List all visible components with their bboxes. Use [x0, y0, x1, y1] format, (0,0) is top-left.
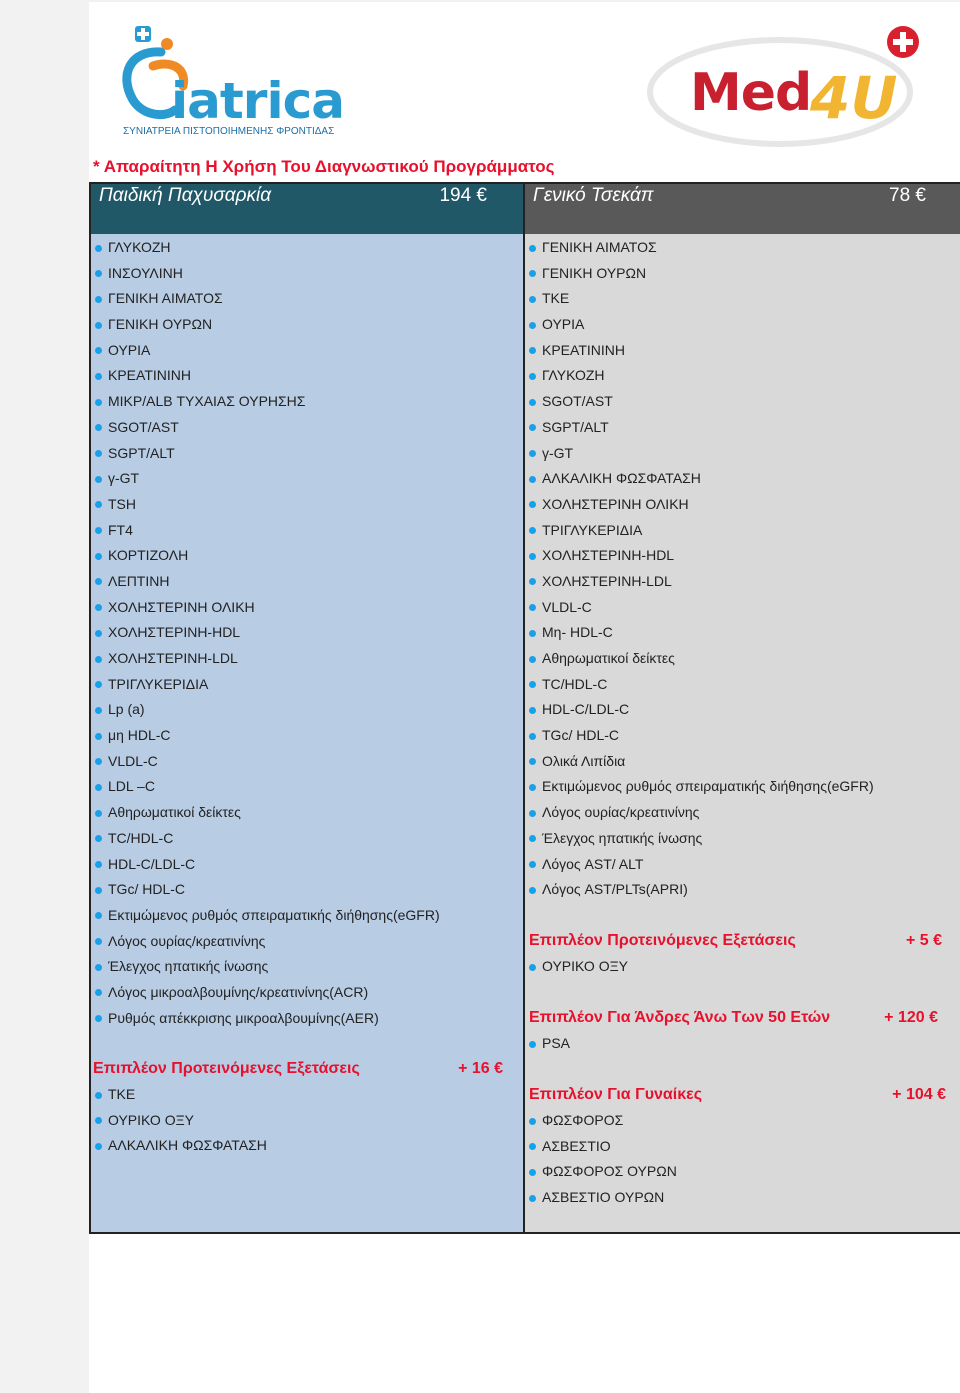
- test-item-label: ΤΚΕ: [108, 1086, 136, 1102]
- bullet-icon: [529, 373, 536, 380]
- package-price: 78 €: [889, 185, 926, 206]
- bullet-icon: [95, 476, 102, 483]
- test-item: [95, 749, 440, 775]
- test-item: [529, 1108, 677, 1134]
- test-item: [529, 697, 874, 723]
- extra-tests-label: Επιπλέον Προτεινόμενες Εξετάσεις: [529, 932, 796, 949]
- test-item-label: ΚΡΕΑΤΙΝΙΝΗ: [542, 341, 625, 358]
- bullet-icon: [529, 322, 536, 329]
- test-item: [529, 723, 874, 749]
- test-item: [529, 1134, 677, 1160]
- test-item-label: ΓΛΥΚΟΖΗ: [542, 367, 605, 384]
- test-item-label: ΟΥΡΙΚΟ ΟΞΥ: [542, 958, 629, 974]
- bullet-icon: [95, 681, 102, 688]
- bullet-icon: [95, 296, 102, 303]
- bullet-icon: [95, 656, 102, 663]
- women-test-list: [529, 1108, 677, 1211]
- test-item: [529, 569, 874, 595]
- med4u-logo-graphic: [640, 20, 926, 153]
- test-item: [529, 543, 874, 569]
- bullet-icon: [95, 758, 102, 765]
- test-item-label: HDL-C/LDL-C: [108, 855, 196, 872]
- test-item: [529, 954, 628, 980]
- extra-tests-label: Επιπλέον Προτεινόμενες Εξετάσεις: [93, 1060, 360, 1077]
- bullet-icon: [95, 733, 102, 740]
- package-title: Γενικό Τσεκάπ: [533, 185, 654, 206]
- bullet-icon: [95, 322, 102, 329]
- test-item-label: ΧΟΛΗΣΤΕΡΙΝΗ-HDL: [542, 547, 675, 564]
- test-item: [95, 1082, 267, 1108]
- test-item: [529, 363, 874, 389]
- bullet-icon: [529, 347, 536, 354]
- bullet-icon: [529, 270, 536, 277]
- test-item: [95, 697, 440, 723]
- test-item-label: μη HDL-C: [108, 727, 171, 744]
- test-item: [95, 1108, 267, 1134]
- test-item-label: TC/HDL-C: [542, 675, 608, 692]
- test-item-label: TGc/ HDL-C: [108, 881, 185, 898]
- test-item: [529, 466, 874, 492]
- bullet-icon: [95, 553, 102, 560]
- bullet-icon: [529, 245, 536, 252]
- bullet-icon: [95, 399, 102, 406]
- women-tests-label: Επιπλέον Για Γυναίκες: [529, 1086, 703, 1103]
- bullet-icon: [95, 810, 102, 817]
- extra-test-list-left: [95, 1082, 267, 1159]
- test-item: [95, 595, 440, 621]
- test-item: [529, 389, 874, 415]
- test-item-label: Εκτιμώμενος ρυθμός σπειραματικής διήθησης(eGFR): [108, 906, 440, 923]
- test-item: [95, 980, 440, 1006]
- test-item: [529, 492, 874, 518]
- test-item-label: Λόγος ουρίας/κρεατινίνης: [108, 932, 266, 949]
- bullet-icon: [529, 1041, 536, 1048]
- bullet-icon: [529, 296, 536, 303]
- test-item-label: ΧΟΛΗΣΤΕΡΙΝΗ-HDL: [108, 624, 241, 641]
- test-item-label: ΓΕΝΙΚΗ ΟΥΡΩΝ: [108, 316, 213, 333]
- packages-table: [89, 182, 960, 1234]
- test-item: [95, 620, 440, 646]
- iatrica-logo-graphic: [109, 14, 385, 152]
- bullet-icon: [95, 964, 102, 971]
- bullet-icon: [529, 964, 536, 971]
- extra-test-list-right: [529, 954, 628, 980]
- notice-text: * Απαραίτητη Η Χρήση Του Διαγνωστικού Προγράμματος: [93, 157, 555, 176]
- package-price: 194 €: [439, 185, 487, 206]
- test-item-label: ΟΥΡΙΑ: [542, 316, 585, 333]
- test-item-label: ΤΡΙΓΛΥΚΕΡΙΔΙΑ: [542, 521, 643, 538]
- test-item: [95, 569, 440, 595]
- test-item-label: FT4: [108, 521, 133, 538]
- test-item: [95, 852, 440, 878]
- bullet-icon: [95, 1015, 102, 1022]
- bullet-icon: [529, 733, 536, 740]
- test-item: [529, 646, 874, 672]
- men-tests-label: Επιπλέον Για Άνδρες Άνω Των 50 Ετών: [529, 1009, 831, 1026]
- bullet-icon: [95, 424, 102, 431]
- bullet-icon: [529, 553, 536, 560]
- test-item: [529, 620, 874, 646]
- test-item-label: Ρυθμός απέκκρισης μικροαλβουμίνης(AER): [108, 1009, 379, 1026]
- test-item-label: ΓΕΝΙΚΗ ΑΙΜΑΤΟΣ: [542, 239, 657, 255]
- bullet-icon: [95, 835, 102, 842]
- test-item: [95, 1133, 267, 1159]
- bullet-icon: [529, 784, 536, 791]
- women-tests-heading: [529, 1082, 946, 1108]
- test-item-label: γ-GT: [542, 444, 574, 461]
- bullet-icon: [95, 861, 102, 868]
- test-item-label: ΑΣΒΕΣΤΙΟ: [542, 1137, 611, 1154]
- extra-tests-heading-left: [93, 1056, 503, 1082]
- test-item: [529, 1031, 570, 1057]
- package-header-right: [525, 184, 960, 234]
- test-item: [95, 774, 440, 800]
- med4u-logo: [640, 20, 926, 153]
- test-item-label: Λόγος AST/PLTs(APRI): [542, 881, 688, 898]
- package-column-left: [91, 184, 525, 1232]
- test-list-left: [95, 235, 440, 1031]
- svg-text:Med: Med: [690, 63, 812, 123]
- bullet-icon: [529, 1195, 536, 1202]
- bullet-icon: [95, 938, 102, 945]
- test-item: [529, 749, 874, 775]
- bullet-icon: [95, 1092, 102, 1099]
- test-item: [529, 415, 874, 441]
- test-item: [529, 852, 874, 878]
- men-tests-heading: [529, 1005, 938, 1031]
- test-item: [529, 672, 874, 698]
- test-item-label: ΓΕΝΙΚΗ ΟΥΡΩΝ: [542, 264, 647, 281]
- test-item-label: ΧΟΛΗΣΤΕΡΙΝΗ ΟΛΙΚΗ: [108, 598, 255, 615]
- men-test-list: [529, 1031, 570, 1057]
- bullet-icon: [95, 912, 102, 919]
- test-item: [529, 826, 874, 852]
- test-item: [95, 1006, 440, 1032]
- test-item-label: ΟΥΡΙΚΟ ΟΞΥ: [108, 1111, 195, 1128]
- test-item: [529, 441, 874, 467]
- bullet-icon: [529, 758, 536, 765]
- test-item-label: TC/HDL-C: [108, 829, 174, 846]
- test-item: [95, 877, 440, 903]
- test-item-label: Lp (a): [108, 701, 145, 718]
- test-item-label: ΤΚΕ: [542, 290, 570, 307]
- test-item: [529, 877, 874, 903]
- test-item-label: Ολικά Λιπίδια: [542, 752, 626, 769]
- bullet-icon: [529, 1169, 536, 1176]
- test-item: [95, 466, 440, 492]
- test-item-label: LDL –C: [108, 778, 155, 795]
- test-item-label: ΜΙΚΡ/ALB ΤΥΧΑΙΑΣ ΟΥΡΗΣΗΣ: [108, 393, 306, 410]
- women-tests-price: + 104 €: [892, 1086, 946, 1103]
- test-item: [529, 312, 874, 338]
- test-item-label: VLDL-C: [542, 598, 592, 615]
- test-item: [95, 441, 440, 467]
- test-item-label: ΦΩΣΦΟΡΟΣ: [542, 1112, 624, 1128]
- bullet-icon: [529, 1143, 536, 1150]
- test-item-label: Λόγος ουρίας/κρεατινίνης: [542, 804, 700, 821]
- test-item-label: Έλεγχος ηπατικής ίνωσης: [542, 829, 703, 846]
- test-item: [95, 415, 440, 441]
- test-item: [95, 800, 440, 826]
- bullet-icon: [529, 707, 536, 714]
- test-item: [529, 235, 874, 261]
- test-item: [95, 723, 440, 749]
- test-item-label: SGOT/AST: [108, 418, 179, 435]
- test-item: [95, 261, 440, 287]
- test-item: [95, 543, 440, 569]
- test-item-label: Λόγος AST/ ALT: [542, 855, 644, 872]
- bullet-icon: [529, 861, 536, 868]
- test-item: [95, 826, 440, 852]
- test-item: [95, 235, 440, 261]
- bullet-icon: [529, 656, 536, 663]
- test-item-label: Μη- HDL-C: [542, 624, 613, 641]
- bullet-icon: [95, 270, 102, 277]
- bullet-icon: [95, 501, 102, 508]
- test-item-label: ΤΡΙΓΛΥΚΕΡΙΔΙΑ: [108, 675, 209, 692]
- bullet-icon: [95, 1117, 102, 1124]
- men-tests-price: + 120 €: [884, 1009, 938, 1026]
- extra-tests-price: + 5 €: [905, 932, 942, 949]
- extra-tests-price: + 16 €: [458, 1060, 503, 1077]
- test-item: [95, 286, 440, 312]
- test-item: [95, 312, 440, 338]
- test-item: [529, 800, 874, 826]
- bullet-icon: [95, 1143, 102, 1150]
- test-item-label: Αθηρωματικοί δείκτες: [542, 650, 675, 666]
- test-item: [95, 672, 440, 698]
- bullet-icon: [529, 630, 536, 637]
- test-item: [95, 492, 440, 518]
- bullet-icon: [95, 578, 102, 585]
- bullet-icon: [95, 450, 102, 457]
- test-item-label: TSH: [108, 495, 136, 512]
- test-item: [529, 261, 874, 287]
- test-item-label: ΑΣΒΕΣΤΙΟ ΟΥΡΩΝ: [542, 1189, 665, 1206]
- test-item-label: ΧΟΛΗΣΤΕΡΙΝΗ ΟΛΙΚΗ: [542, 495, 689, 512]
- test-item-label: Έλεγχος ηπατικής ίνωσης: [108, 958, 269, 975]
- test-item: [529, 518, 874, 544]
- bullet-icon: [529, 835, 536, 842]
- test-item-label: PSA: [542, 1035, 571, 1051]
- bullet-icon: [529, 681, 536, 688]
- test-item: [95, 518, 440, 544]
- bullet-icon: [95, 604, 102, 611]
- test-item: [529, 1185, 677, 1211]
- test-item: [95, 389, 440, 415]
- test-item-label: ΓΛΥΚΟΖΗ: [108, 239, 171, 255]
- bullet-icon: [529, 399, 536, 406]
- test-item-label: ΟΥΡΙΑ: [108, 341, 151, 358]
- test-item-label: SGPT/ALT: [108, 444, 175, 461]
- test-item: [529, 595, 874, 621]
- test-item-label: ΚΡΕΑΤΙΝΙΝΗ: [108, 367, 191, 384]
- test-item: [529, 1159, 677, 1185]
- test-item: [95, 646, 440, 672]
- bullet-icon: [529, 578, 536, 585]
- bullet-icon: [95, 887, 102, 894]
- test-item: [95, 954, 440, 980]
- package-title: Παιδική Παχυσαρκία: [99, 185, 272, 206]
- test-item-label: ΙΝΣΟΥΛΙΝΗ: [108, 264, 183, 281]
- test-item: [95, 338, 440, 364]
- svg-text:4U: 4U: [810, 64, 898, 132]
- package-column-right: [525, 184, 960, 1232]
- bullet-icon: [529, 1118, 536, 1125]
- package-header-left: [91, 184, 523, 234]
- bullet-icon: [95, 784, 102, 791]
- test-item: [529, 286, 874, 312]
- price-sheet: [89, 2, 960, 1393]
- test-item: [95, 929, 440, 955]
- bullet-icon: [95, 527, 102, 534]
- iatrica-logo: [109, 14, 385, 152]
- test-list-right: [529, 235, 874, 903]
- test-item: [95, 903, 440, 929]
- bullet-icon: [95, 245, 102, 252]
- test-item-label: SGPT/ALT: [542, 418, 609, 435]
- test-item: [529, 338, 874, 364]
- test-item-label: TGc/ HDL-C: [542, 727, 619, 744]
- bullet-icon: [95, 630, 102, 637]
- test-item-label: Αθηρωματικοί δείκτες: [108, 804, 241, 821]
- bullet-icon: [529, 501, 536, 508]
- iatrica-wordmark: iatrica: [171, 72, 344, 130]
- iatrica-tagline: ΣΥΝΙΑΤΡΕΙΑ ΠΙΣΤΟΠΟΙΗΜΕΝΗΣ ΦΡΟΝΤΙΔΑΣ: [123, 126, 335, 137]
- bullet-icon: [529, 604, 536, 611]
- bullet-icon: [529, 527, 536, 534]
- test-item-label: ΧΟΛΗΣΤΕΡΙΝΗ-LDL: [542, 572, 672, 589]
- test-item-label: ΓΕΝΙΚΗ ΑΙΜΑΤΟΣ: [108, 290, 223, 307]
- test-item-label: ΑΛΚΑΛΙΚΗ ΦΩΣΦΑΤΑΣΗ: [542, 470, 701, 487]
- test-item-label: ΚΟΡΤΙΖΟΛΗ: [108, 547, 189, 564]
- test-item-label: ΧΟΛΗΣΤΕΡΙΝΗ-LDL: [108, 650, 238, 666]
- test-item-label: Εκτιμώμενος ρυθμός σπειραματικής διήθησης(eGFR): [542, 778, 874, 795]
- test-item: [529, 774, 874, 800]
- test-item-label: ΦΩΣΦΟΡΟΣ ΟΥΡΩΝ: [542, 1163, 677, 1180]
- bullet-icon: [529, 887, 536, 894]
- bullet-icon: [95, 373, 102, 380]
- test-item-label: VLDL-C: [108, 752, 158, 769]
- test-item-label: HDL-C/LDL-C: [542, 701, 630, 718]
- bullet-icon: [95, 347, 102, 354]
- bullet-icon: [529, 810, 536, 817]
- test-item: [95, 363, 440, 389]
- bullet-icon: [529, 476, 536, 483]
- bullet-icon: [95, 707, 102, 714]
- test-item-label: γ-GT: [108, 470, 140, 487]
- bullet-icon: [529, 450, 536, 457]
- test-item-label: ΛΕΠΤΙΝΗ: [108, 572, 170, 589]
- test-item-label: ΑΛΚΑΛΙΚΗ ΦΩΣΦΑΤΑΣΗ: [108, 1137, 267, 1154]
- bullet-icon: [529, 424, 536, 431]
- test-item-label: SGOT/AST: [542, 393, 613, 410]
- test-item-label: Λόγος μικροαλβουμίνης/κρεατινίνης(ACR): [108, 983, 369, 1000]
- extra-tests-heading-right: [529, 928, 942, 954]
- bullet-icon: [95, 989, 102, 996]
